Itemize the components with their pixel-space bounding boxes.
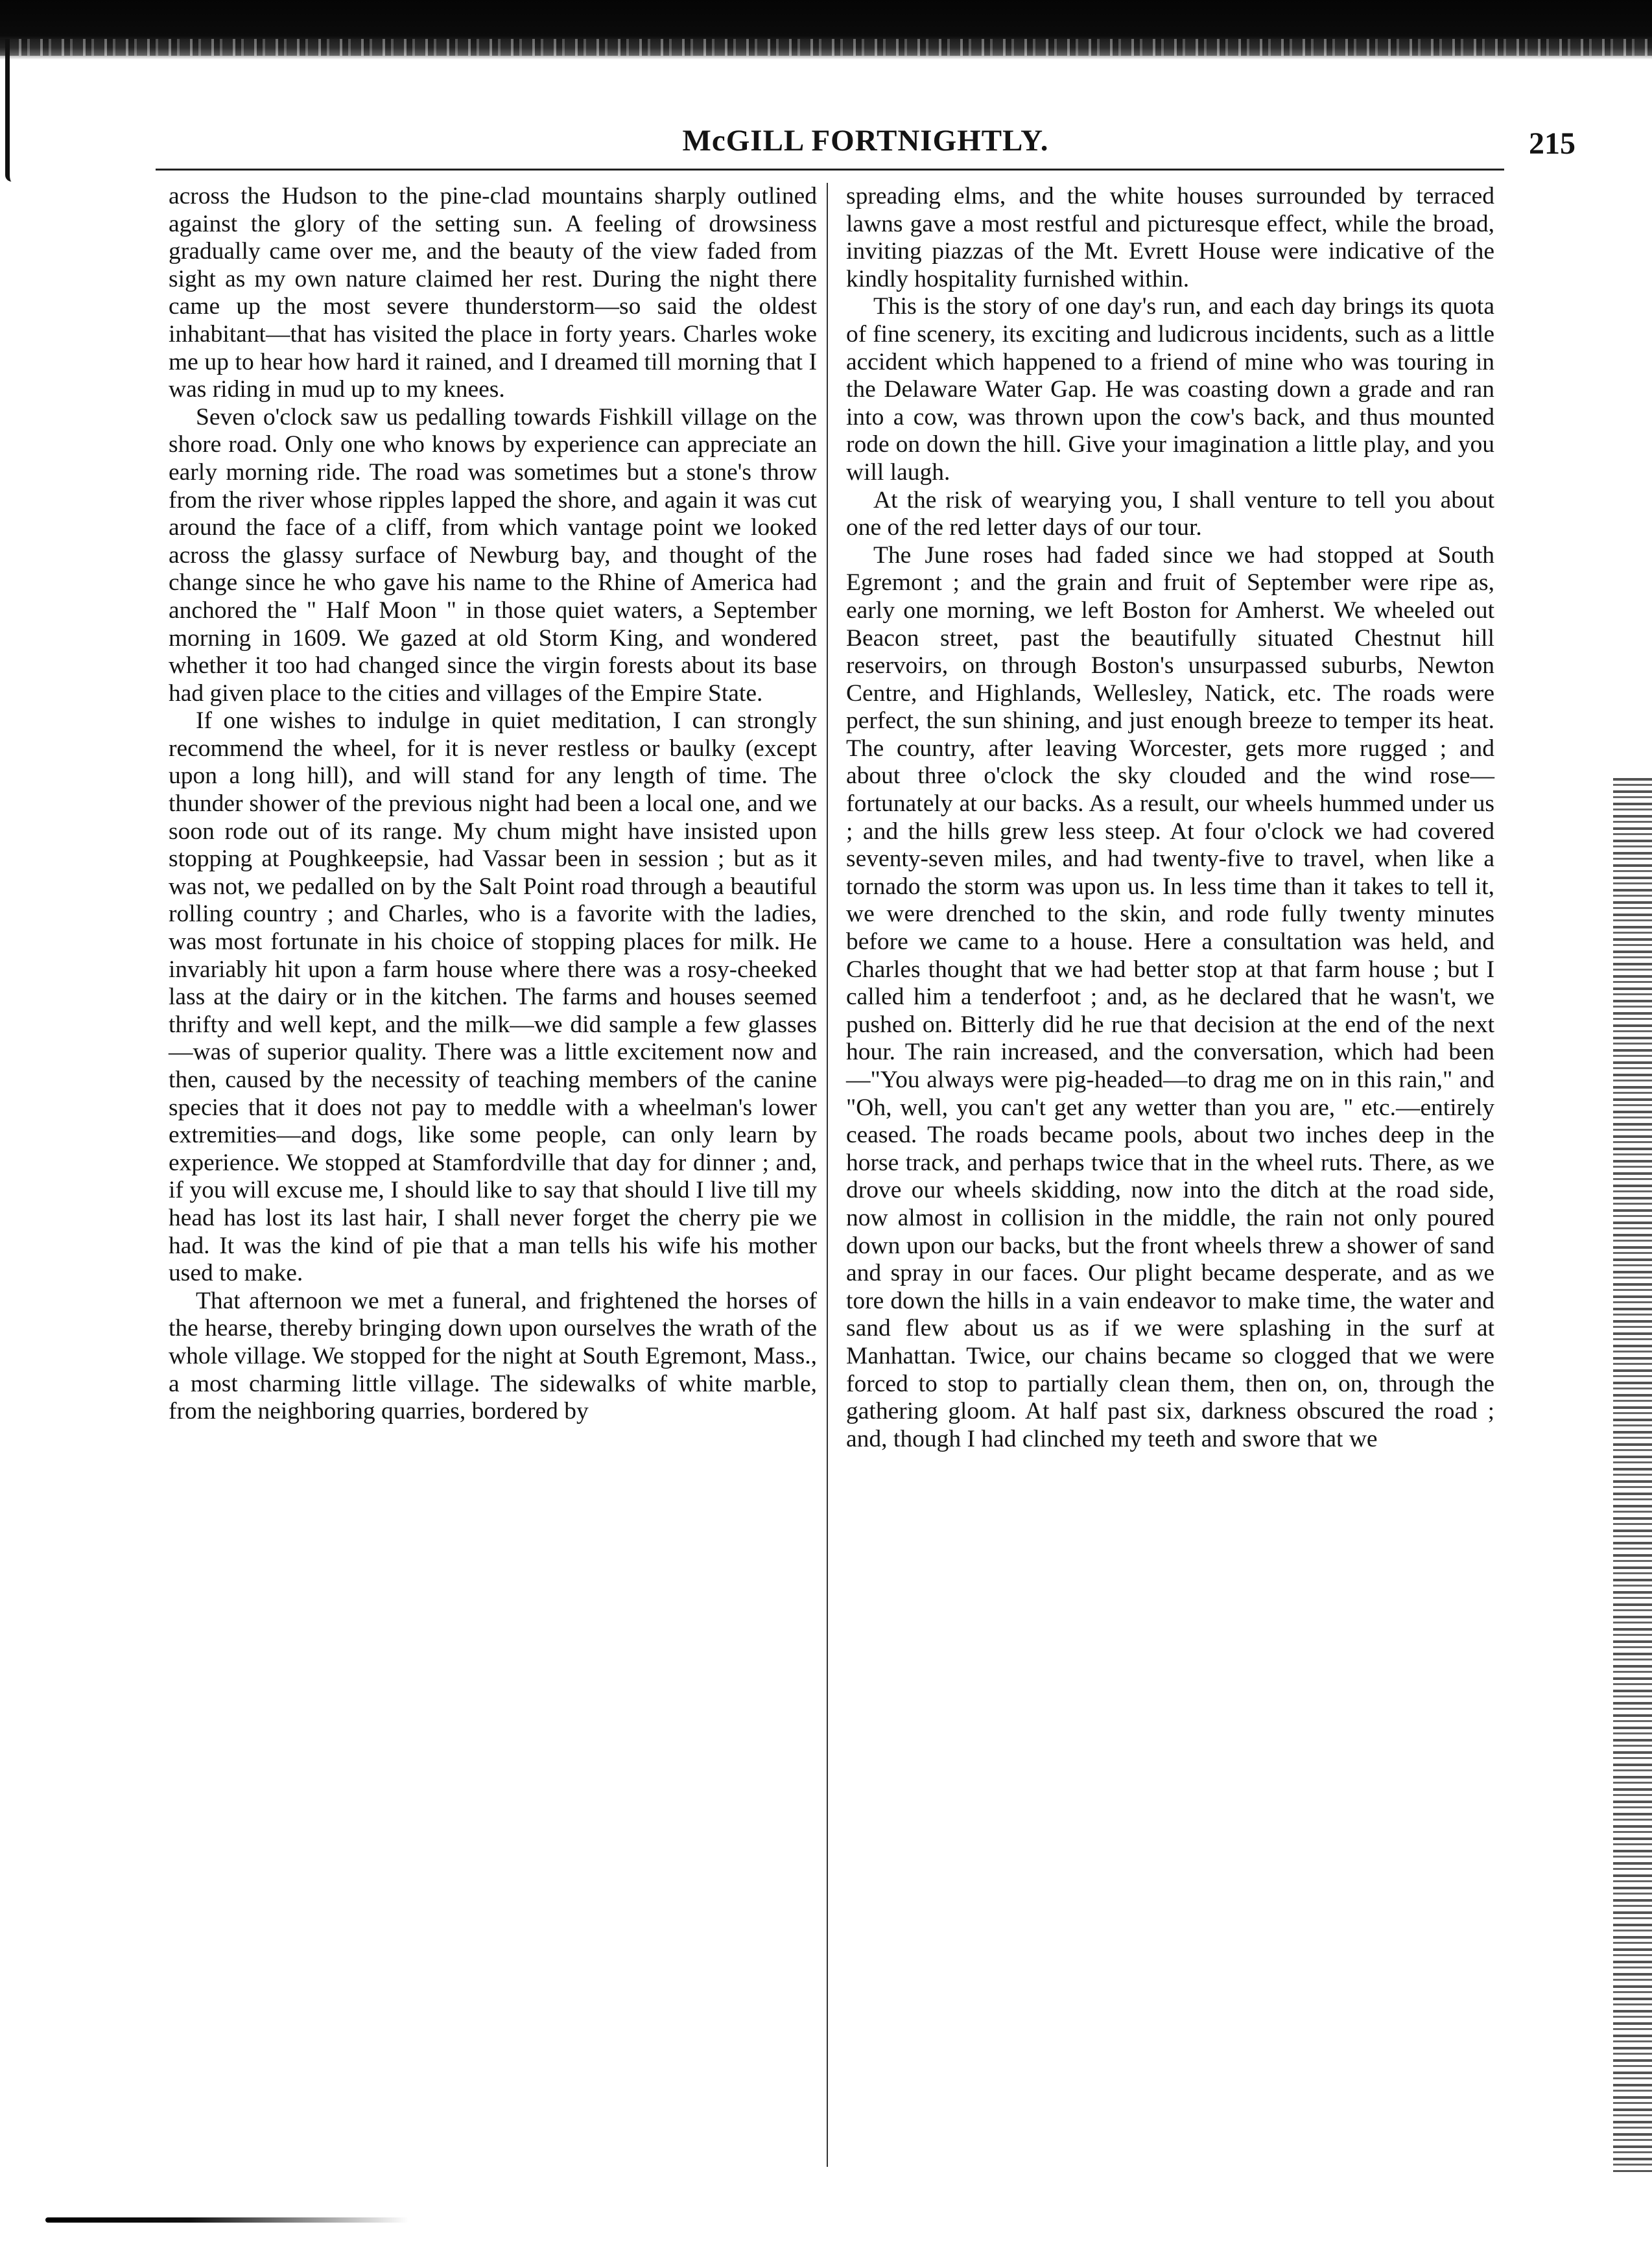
scan-top-edge <box>0 0 1652 60</box>
paragraph: The June roses had faded since we had stopped at South Egremont ; and the grain and fruit of September were ripe as, early one morning, we left Boston for Amherst. We wheeled out Beacon street, past the beautifully situated Chestnut hill reservoirs, on through Boston's unsurpassed suburbs, Newton Centre, and Highlands, Wellesley, Natick, etc. The roads were perfect, the sun shining, and just enough breeze to temper its heat. The country, after leaving Worcester, gets more rugged ; and about three o'clock the sky clouded and the wind rose—fortunately at our backs. As a result, our wheels hummed under us ; and the hills grew less steep. At four o'clock we had covered seventy-seven miles, and had twenty-five to travel, when like a tornado the storm was upon us. In less time than it takes to tell it, we were drenched to the skin, and rode fully twenty minutes before we came to a house. Here a consultation was held, and Charles thought that we had better stop at that farm house ; but I called him a tenderfoot ; and, as he declared that he wasn't, we pushed on. Bitterly did he rue that decision at the end of the next hour. The rain increased, and the conversation, which had been—"You always were pig-headed—to drag me on in this rain," and "Oh, well, you can't get any wetter than you are, " etc.—entirely ceased. The roads became pools, about two inches deep in the horse track, and perhaps twice that in the wheel ruts. There, as we drove our wheels skidding, now into the ditch at the road side, now almost in collision in the middle, the rain not only poured down upon our backs, but the front wheels threw a shower of sand and spray in our faces. Our plight became desperate, and as we tore down the hills in a vain endeavor to make time, the water and sand flew about us as if we were splashing in the surf at Manhattan. Twice, our chains became so clogged that we were forced to stop to partially clean them, then on, on, through the gathering gloom. At half past six, darkness obscured the road ; and, though I had clinched my teeth and swore that we <box>846 541 1494 1452</box>
scan-bottom-mark <box>45 2217 408 2223</box>
page-number: 215 <box>1529 126 1575 161</box>
paragraph: This is the story of one day's run, and each day brings its quota of fine scenery, its exciting and ludicrous incidents, such as a little accident which happened to a friend of mine who was touring in the Delaware Water Gap. He was coasting down a grade and ran into a cow, was thrown upon the cow's back, and thus mounted rode on down the hill. Give your imagination a little play, and you will laugh. <box>846 293 1494 486</box>
paragraph: Seven o'clock saw us pedalling towards Fishkill village on the shore road. Only one who knows by experience can appreciate an early morning ride. The road was sometimes but a stone's throw from the river whose ripples lapped the shore, and again it was cut around the face of a cliff, from which vantage point we looked across the glassy surface of Newburg bay, and thought of the change since he who gave his name to the Rhine of America had anchored the " Half Moon " in those quiet waters, a September morning in 1609. We gazed at old Storm King, and wondered whether it too had changed since the virgin forests about its base had given place to the cities and villages of the Empire State. <box>169 403 817 707</box>
running-head <box>156 123 1575 169</box>
paragraph: That afternoon we met a funeral, and frightened the horses of the hearse, thereby bringing down upon ourselves the wrath of the whole village. We stopped for the night at South Egremont, Mass., a most charming little village. The sidewalks of white marble, from the neighboring quarries, bordered by <box>169 1287 817 1425</box>
left-column <box>169 183 817 1426</box>
paragraph: At the risk of wearying you, I shall venture to tell you about one of the red letter days of our tour. <box>846 486 1494 541</box>
scan-left-edge-mark <box>5 39 27 182</box>
scan-right-edge-noise <box>1613 778 1652 2172</box>
right-column <box>846 183 1494 1453</box>
journal-title: McGILL FORTNIGHTLY. <box>682 124 1049 158</box>
paragraph: spreading elms, and the white houses surrounded by terraced lawns gave a most restful and picturesque effect, while the broad, inviting piazzas of the Mt. Evrett House were indicative of the kindly hospitality furnished within. <box>846 183 1494 292</box>
column-divider <box>827 183 828 2167</box>
header-rule <box>156 169 1504 171</box>
paragraph: across the Hudson to the pine-clad mountains sharply outlined against the glory of the setting sun. A feeling of drowsiness gradually came over me, and the beauty of the view faded from sight as my own nature claimed her rest. During the night there came up the most severe thunderstorm—so said the oldest inhabitant—that has visited the place in forty years. Charles woke me up to hear how hard it rained, and I dreamed till morning that I was riding in mud up to my knees. <box>169 183 817 403</box>
paragraph: If one wishes to indulge in quiet meditation, I can strongly recommend the wheel, for it is never restless or baulky (except upon a long hill), and will stand for any length of time. The thunder shower of the previous night had been a local one, and we soon rode out of its range. My chum might have insisted upon stopping at Poughkeepsie, had Vassar been in session ; but as it was not, we pedalled on by the Salt Point road through a beautiful rolling country ; and Charles, who is a favorite with the ladies, was most fortunate in his choice of stopping places for milk. He invariably hit upon a farm house where there was a rosy-cheeked lass at the dairy or in the kitchen. The farms and houses seemed thrifty and well kept, and the milk—we did sample a few glasses—was of superior quality. There was a little excitement now and then, caused by the necessity of teaching members of the canine species that it does not pay to meddle with a wheelman's lower extremities—and dogs, like some people, can only learn by experience. We stopped at Stamfordville that day for dinner ; and, if you will excuse me, I should like to say that should I live till my head has lost its last hair, I shall never forget the cherry pie we had. It was the kind of pie that a man tells his wife his mother used to make. <box>169 707 817 1287</box>
